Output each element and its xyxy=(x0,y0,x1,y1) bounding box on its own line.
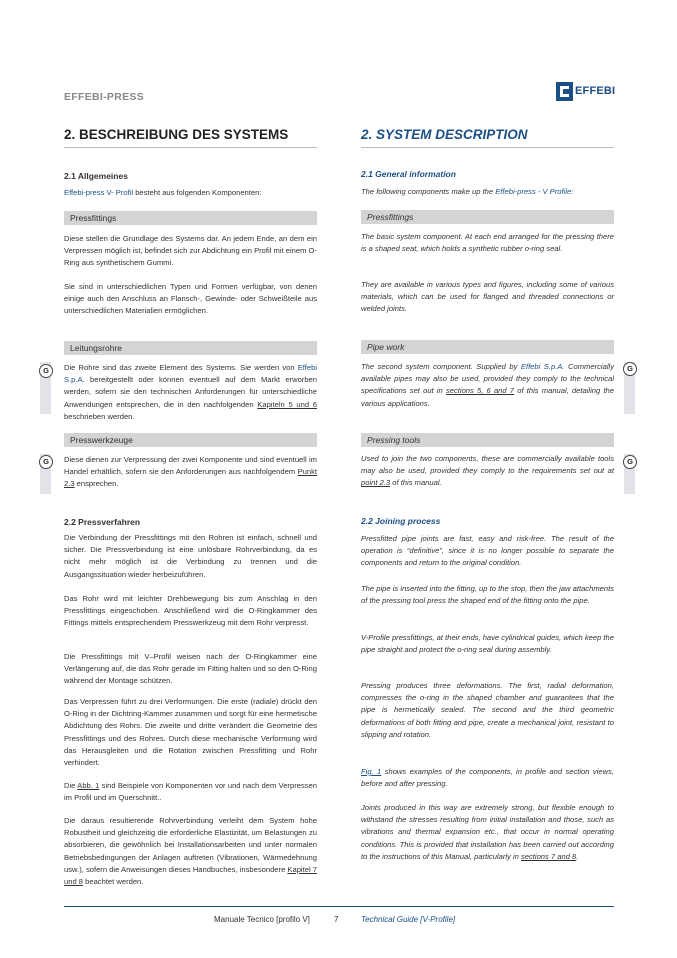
fittings-p1-de: Diese stellen die Grundlage des Systems dar. An jedem Ende, an dem ein Verpressen möglich ist, befindet sich zur Abdichtung ein Profil mit einem O-Ring aus synthetischem Gummi. xyxy=(64,234,317,268)
point-ref-link[interactable]: Punkt 2.3 xyxy=(64,467,317,489)
subsection-press-de: 2.2 Pressverfahren xyxy=(64,517,141,527)
effebi-link: Effebi S.p.A. xyxy=(64,363,317,385)
section-ref-link[interactable]: sections 7 and 8 xyxy=(520,851,577,861)
pipes-text-en xyxy=(361,361,614,410)
g-change-icon: G xyxy=(39,455,53,469)
effebi-link: Effebi S.p.A. xyxy=(520,362,565,371)
bar-tools-de: Presswerkzeuge xyxy=(64,433,317,447)
pipes-text-b: bereitgestellt oder können eventuell auf dem Markt erworben werden, sofern sie den technischen Anforderungen für unterschiedliche Anwendungen entsprechen, die in den nachfolgenden xyxy=(64,375,317,409)
footer-divider xyxy=(64,906,614,907)
german-column xyxy=(64,127,317,887)
press-p2-en: The pipe is inserted into the fitting, up to the stop, then the jaw attachments of the pressing tool press the shaped end of the fitting onto the pipe. xyxy=(361,584,614,606)
pipes-text-a: The second system component. Supplied by xyxy=(361,362,521,371)
fittings-p2-en: They are available in various types and figures, including some of various materials, which can be used for flanged and threaded connections or welded joints. xyxy=(361,280,614,314)
pipes-text-c: beschrieben werden. xyxy=(64,411,135,421)
pipes-text-b: Commercially available pipes may also be used, provided they comply to the technical specifications set out in xyxy=(361,362,614,396)
tools-text-a: Diese dienen zur Verpressung der zwei Komponente und sind eventuell im Handel erhältlich, sofern sie den Anforderungen aus nachfolgendem xyxy=(64,455,317,477)
press-p2-de: Das Rohr wird mit leichter Drehbewegung bis zum Anschlag in den Pressfittings eingeschoben. Anschließend wird die O-Ringkammer des Fittings mittels entsprechendem Presswerkzeug mit dem Rohr verpresst. xyxy=(64,594,317,628)
tools-text-en xyxy=(361,453,614,490)
g-change-icon: G xyxy=(39,364,53,378)
bar-pressfittings-de: Pressfittings xyxy=(64,211,317,225)
g-change-icon: G xyxy=(623,455,637,469)
tools-text-de xyxy=(64,454,317,491)
tools-text-a: Used to join the two components, these are commercially available tools may also be used, provided they comply to the requirements set out at xyxy=(361,454,614,476)
intro-text: besteht aus folgenden Komponenten: xyxy=(133,188,262,197)
g-change-icon: G xyxy=(623,362,637,376)
effebi-logo xyxy=(556,82,614,102)
press-p6-de xyxy=(64,815,317,888)
bar-pipes-de: Leitungsrohre xyxy=(64,341,317,355)
bar-pressfittings-en: Pressfittings xyxy=(361,210,614,224)
bar-tools-en: Pressing tools xyxy=(361,433,614,447)
press-p5-a: Die xyxy=(64,781,78,790)
press-p6-a: Joints produced in this way are extremely strong, but flexible enough to withstand the stresses resulting from initial installation and those, such as vibrations and thermal expansion etc., that occur in normal operating conditions. This is provided that installation has been carried out according to the instructions of this Manual, particularly in xyxy=(361,803,614,861)
fittings-p1-en: The basic system component. At each end arranged for the pressing there is a shaped seat, which holds a synthetic rubber o-ring seal. xyxy=(361,232,614,254)
product-name-link: Effebi-press V- Profil xyxy=(64,188,134,197)
logo-text: EFFEBI xyxy=(575,85,616,97)
figure-ref-link[interactable]: Fig. 1 xyxy=(361,767,382,776)
press-p6-b: . xyxy=(576,851,579,861)
subsection-general-en: 2.1 General information xyxy=(361,169,456,179)
product-name-link: Effebi-press - V Profile: xyxy=(495,187,574,196)
section-ref-link[interactable]: sections 5, 6 and 7 xyxy=(445,386,515,396)
intro-de xyxy=(64,187,317,199)
figure-ref-link[interactable]: Abb. 1 xyxy=(77,781,100,790)
footer-manual-de: Manuale Tecnico [profilo V] xyxy=(214,915,310,924)
press-p5-b: shows examples of the components, in profile and section views, before and after pressing. xyxy=(361,767,614,789)
tools-text-b: of this manual. xyxy=(390,478,442,488)
press-p1-en: Pressfitted pipe joints are fast, easy and risk-free. The result of the operation is “definitive”, since it is no longer possible to separate the components and return to the original condition. xyxy=(361,534,614,568)
press-p4-de: Das Verpressen führt zu drei Verformungen. Die erste (radiale) drückt den O-Ring in der Dichtring-Kammer zusammen und sorgt für eine hermetische Abdichtung des Rohrs. Die zweite und dritte verändert die Geometrie des Pressfittings und des Rohres. Durch diese mechanische Verformung wird das Herausgleiten und die Rotation zwischen Pressfitting und Rohr verhindert. xyxy=(64,697,317,768)
fittings-p2-de: Sie sind in unterschiedlichen Typen und Formen verfügbar, von denen einige auch den Anschluss an Flansch-, Gewinde- oder Schweißteile aus unterschiedlichen Materialien ermöglichen. xyxy=(64,282,317,316)
bar-pipes-en: Pipe work xyxy=(361,340,614,354)
chapter-ref-link[interactable]: Kapitel 7 und 8 xyxy=(64,864,317,887)
press-p3-en: V-Profile pressfittings, at their ends, have cylindrical guides, which keep the pipe straight and protect the o-ring seal during assembly. xyxy=(361,633,614,655)
pipes-text-c: of this manual, detailing the various applications. xyxy=(361,386,614,408)
section-title-de: 2. BESCHREIBUNG DES SYSTEMS xyxy=(64,127,317,148)
pipes-text-a: Die Rohre sind das zweite Element des Systems. Sie werden von xyxy=(64,363,298,372)
brand-label: EFFEBI-PRESS xyxy=(64,91,145,103)
press-p1-de: Die Verbindung der Pressfittings mit den Rohren ist einfach, schnell und sicher. Die Pressverbindung ist eine unlösbare Rohrverbindung, da es nicht mehr möglich ist die Verbindung zu trennen und die Ausgangssituation wieder herbeizuführen. xyxy=(64,533,317,579)
press-p6-en xyxy=(361,802,614,863)
chapter-ref-link[interactable]: Kapiteln 5 und 6 xyxy=(257,399,317,409)
point-ref-link[interactable]: point 2.3 xyxy=(361,478,391,488)
subsection-joining-en: 2.2 Joining process xyxy=(361,516,441,526)
pipes-text-de xyxy=(64,362,317,423)
press-p3-de: Die Pressfittings mit V–Profil weisen nach der O-Ringkammer eine Verlängerung auf, die das Rohr gerade im Fitting halten und so den O-Ring während der Montage schützen. xyxy=(64,652,317,686)
intro-text: The following components make up the xyxy=(361,187,496,196)
press-p5-de xyxy=(64,780,317,804)
section-title-en: 2. SYSTEM DESCRIPTION xyxy=(361,127,614,148)
press-p5-b: sind Beispiele von Komponenten vor und nach dem Verpressen im Profil und im Querschnitt.. xyxy=(64,781,317,803)
press-p5-en xyxy=(361,766,614,790)
page-number: 7 xyxy=(334,915,339,924)
press-p6-a: Die daraus resultierende Rohrverbindung verleiht dem System hohe Robustheit und gleichzeitig die erforderliche Elastizität, um Belastungen zu absorbieren, die gewöhnlich bei Installationsarbeiten und unter normalen Betriebsbedingungen der Anlagen auftreten (Vibrationen, Wärmedehnung usw.), sofern die Anweisungen dieses Handbuches, insbesondere xyxy=(64,816,317,874)
press-p6-b: beachtet werden. xyxy=(83,877,144,887)
english-column xyxy=(361,127,614,861)
footer-manual-en: Technical Guide [V-Profile] xyxy=(361,915,456,924)
intro-en xyxy=(361,186,614,198)
logo-mark-icon xyxy=(556,82,573,101)
subsection-general-de: 2.1 Allgemeines xyxy=(64,171,128,181)
tools-text-b: ensprechen. xyxy=(74,479,119,489)
press-p4-en: Pressing produces three deformations. The first, radial deformation, compresses the o-ring in the shaped chamber and guarantees that the pipe is hermetically sealed. The second and the third geometric deformations of both fitting and pipe, create a mechanical joint, resistant to slipping and rotation. xyxy=(361,681,614,739)
